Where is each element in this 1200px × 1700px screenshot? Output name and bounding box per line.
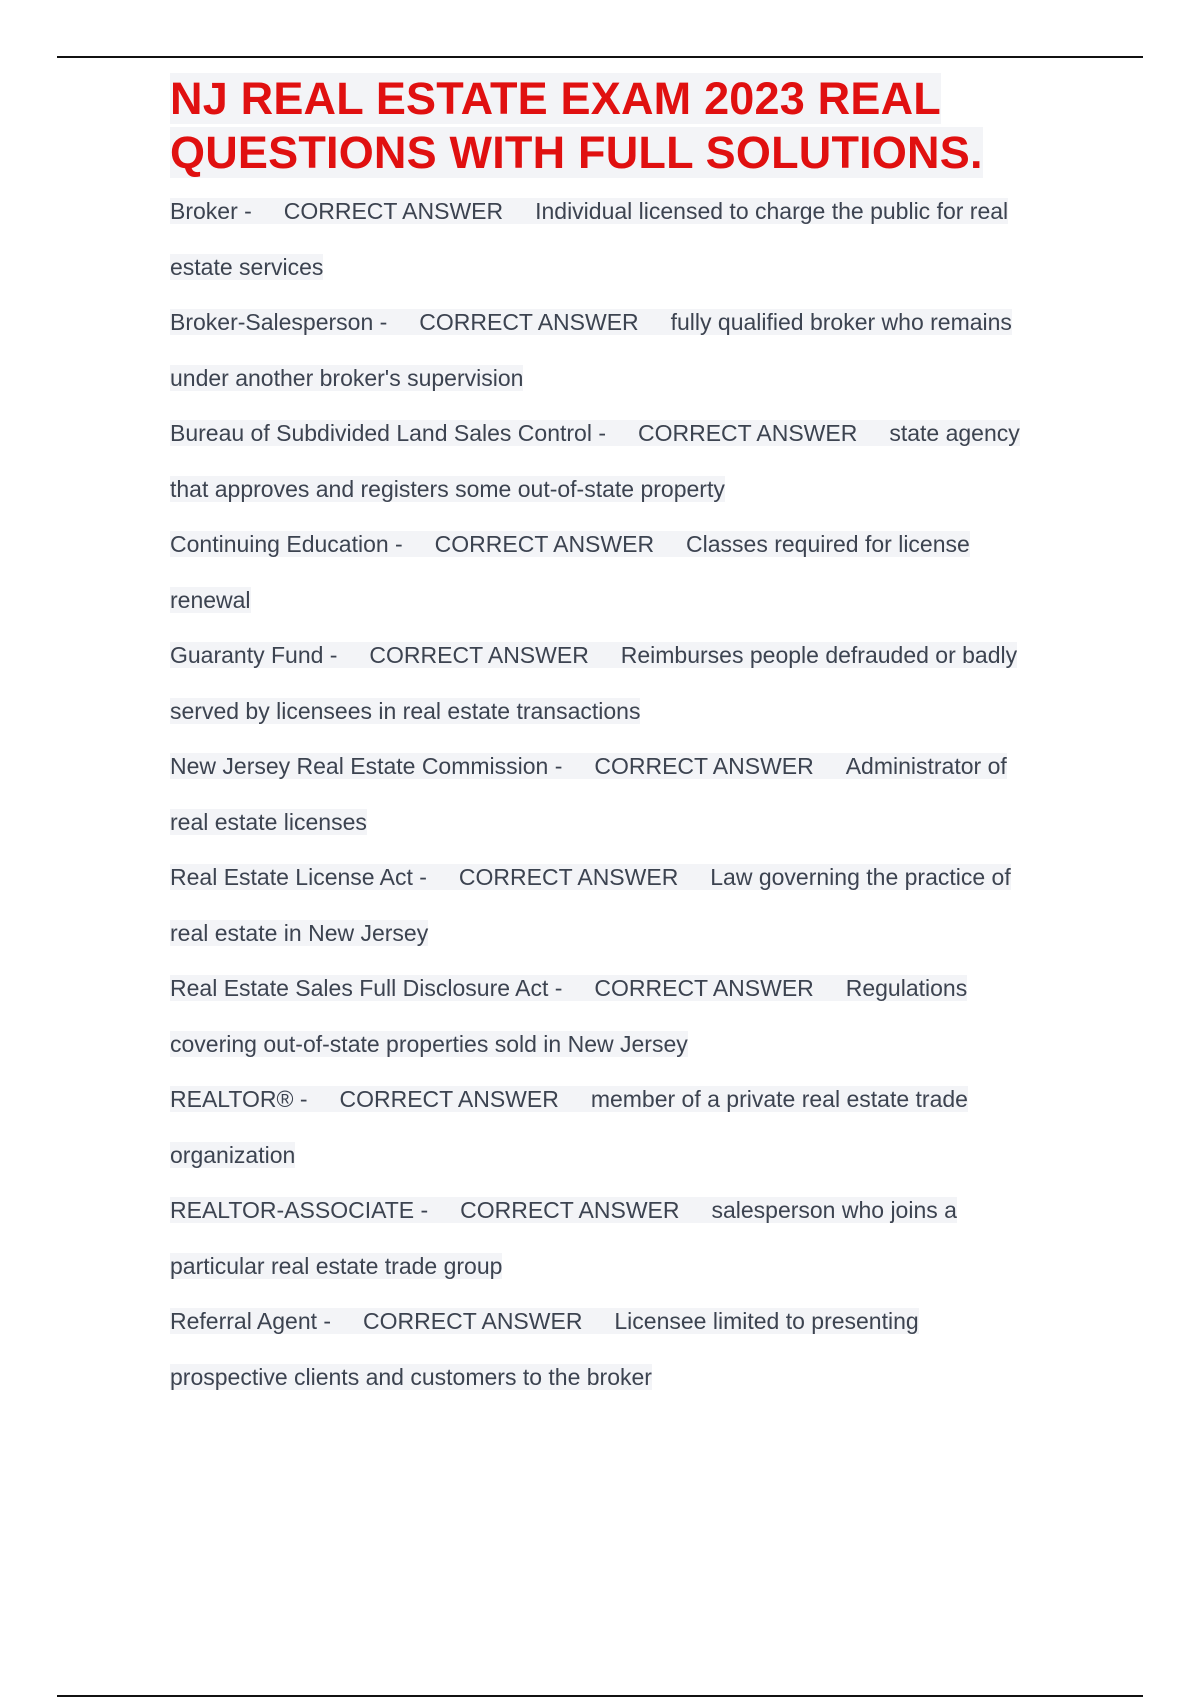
entry-definition: Administrator of bbox=[845, 753, 1007, 779]
qa-entry bbox=[170, 295, 1070, 406]
answer-marker: CORRECT ANSWER bbox=[434, 531, 655, 557]
answer-marker: CORRECT ANSWER bbox=[637, 420, 858, 446]
entry-term: Broker-Salesperson - bbox=[170, 309, 388, 335]
qa-entry bbox=[170, 517, 1070, 628]
entry-continuation: served by licensees in real estate transactions bbox=[170, 697, 641, 724]
entry-definition: state agency bbox=[889, 420, 1020, 446]
answer-marker: CORRECT ANSWER bbox=[594, 753, 814, 779]
qa-entry bbox=[170, 1072, 1070, 1183]
entry-definition: Licensee limited to presenting bbox=[614, 1308, 919, 1334]
answer-marker: CORRECT ANSWER bbox=[339, 1086, 559, 1112]
entry-definition: salesperson who joins a bbox=[711, 1197, 957, 1223]
answer-marker: CORRECT ANSWER bbox=[283, 198, 504, 224]
entry-term: Real Estate Sales Full Disclosure Act - bbox=[170, 975, 563, 1001]
entry-term: REALTOR-ASSOCIATE - bbox=[170, 1197, 429, 1223]
entry-continuation: prospective clients and customers to the broker bbox=[170, 1363, 652, 1390]
qa-entry bbox=[170, 739, 1070, 850]
qa-entry bbox=[170, 406, 1070, 517]
entry-definition: fully qualified broker who remains bbox=[670, 309, 1012, 335]
bottom-rule bbox=[57, 1695, 1143, 1697]
qa-entry bbox=[170, 1294, 1070, 1405]
qa-list bbox=[170, 184, 1070, 1405]
entry-continuation: particular real estate trade group bbox=[170, 1252, 503, 1279]
title-line-1: NJ REAL ESTATE EXAM 2023 REAL bbox=[170, 73, 941, 124]
entry-definition: Reimburses people defrauded or badly bbox=[620, 642, 1018, 668]
answer-marker: CORRECT ANSWER bbox=[363, 1308, 583, 1334]
entry-definition: Law governing the practice of bbox=[710, 864, 1011, 890]
qa-entry bbox=[170, 184, 1070, 295]
top-rule bbox=[57, 56, 1143, 58]
answer-marker: CORRECT ANSWER bbox=[594, 975, 814, 1001]
entry-term: REALTOR® - bbox=[170, 1086, 308, 1112]
entry-term: Bureau of Subdivided Land Sales Control - bbox=[170, 420, 607, 446]
entry-term: Real Estate License Act - bbox=[170, 864, 427, 890]
answer-marker: CORRECT ANSWER bbox=[369, 642, 589, 668]
qa-entry bbox=[170, 961, 1070, 1072]
entry-term: Guaranty Fund - bbox=[170, 642, 338, 668]
entry-term: Broker - bbox=[170, 198, 252, 224]
document-title bbox=[170, 72, 1070, 180]
qa-entry bbox=[170, 850, 1070, 961]
entry-definition: Classes required for license bbox=[686, 531, 970, 557]
qa-entry bbox=[170, 1183, 1070, 1294]
entry-definition: Regulations bbox=[845, 975, 968, 1001]
entry-term: Referral Agent - bbox=[170, 1308, 332, 1334]
entry-continuation: real estate in New Jersey bbox=[170, 919, 429, 946]
entry-term: Continuing Education - bbox=[170, 531, 403, 557]
document-page bbox=[170, 72, 1070, 1405]
entry-definition: member of a private real estate trade bbox=[590, 1086, 968, 1112]
qa-entry bbox=[170, 628, 1070, 739]
entry-continuation: real estate licenses bbox=[170, 808, 367, 835]
entry-continuation: estate services bbox=[170, 253, 324, 280]
entry-continuation: renewal bbox=[170, 586, 251, 613]
entry-continuation: that approves and registers some out-of-state property bbox=[170, 475, 725, 502]
title-line-2: QUESTIONS WITH FULL SOLUTIONS. bbox=[170, 127, 983, 178]
answer-marker: CORRECT ANSWER bbox=[458, 864, 679, 890]
entry-continuation: organization bbox=[170, 1141, 296, 1168]
entry-definition: Individual licensed to charge the public for real bbox=[535, 198, 1009, 224]
answer-marker: CORRECT ANSWER bbox=[460, 1197, 680, 1223]
answer-marker: CORRECT ANSWER bbox=[419, 309, 639, 335]
entry-continuation: under another broker's supervision bbox=[170, 364, 524, 391]
entry-term: New Jersey Real Estate Commission - bbox=[170, 753, 563, 779]
entry-continuation: covering out-of-state properties sold in New Jersey bbox=[170, 1030, 688, 1057]
